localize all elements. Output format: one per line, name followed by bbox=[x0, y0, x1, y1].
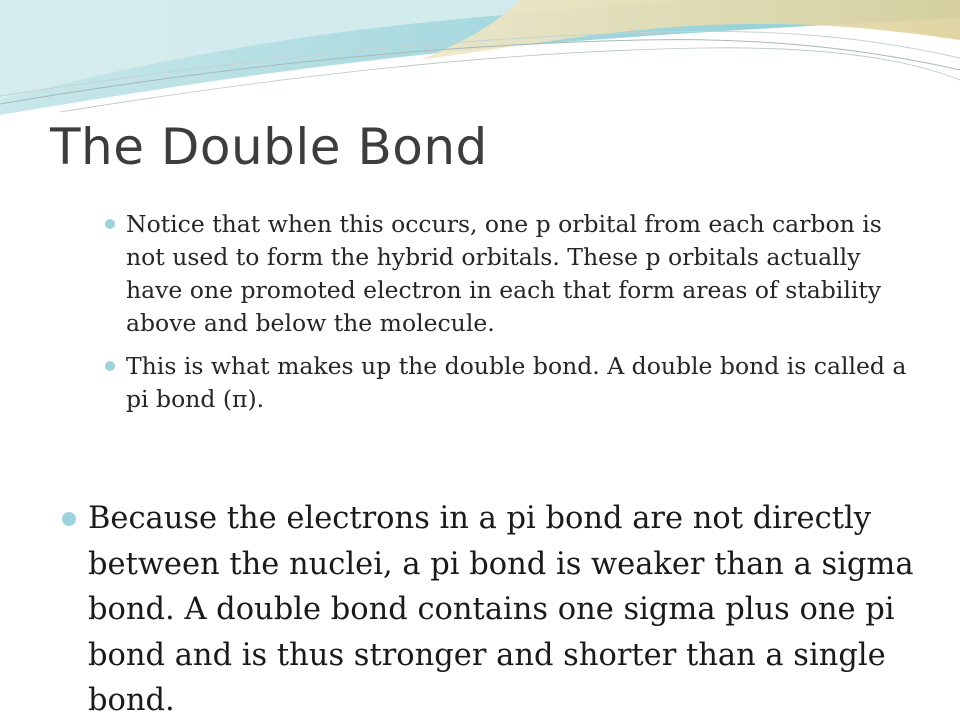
sub-bullet-text: Notice that when this occurs, one p orbital from each carbon is not used to form the hybrid orbitals. These p orbitals actually have one promoted electron in each that form areas of stability above and below the molecule. bbox=[126, 210, 882, 337]
main-bullet-list bbox=[60, 496, 920, 720]
sub-bullet-list bbox=[105, 208, 915, 426]
main-bullet-text: Because the electrons in a pi bond are not directly between the nuclei, a pi bond is weaker than a sigma bond. A double bond contains one sigma plus one pi bond and is thus stronger and shorter than a single bond. bbox=[88, 501, 914, 718]
sub-bullet-text: This is what makes up the double bond. A double bond is called a pi bond (π). bbox=[126, 352, 907, 413]
bullet-dot-icon bbox=[105, 219, 115, 229]
sub-bullet-item bbox=[105, 350, 915, 416]
sub-bullet-item bbox=[105, 208, 915, 340]
main-bullet-item bbox=[60, 496, 920, 720]
bullet-dot-icon bbox=[105, 361, 115, 371]
bullet-dot-icon bbox=[62, 512, 76, 526]
slide-title: The Double Bond bbox=[50, 118, 488, 176]
decorative-wave-banner bbox=[0, 0, 960, 120]
